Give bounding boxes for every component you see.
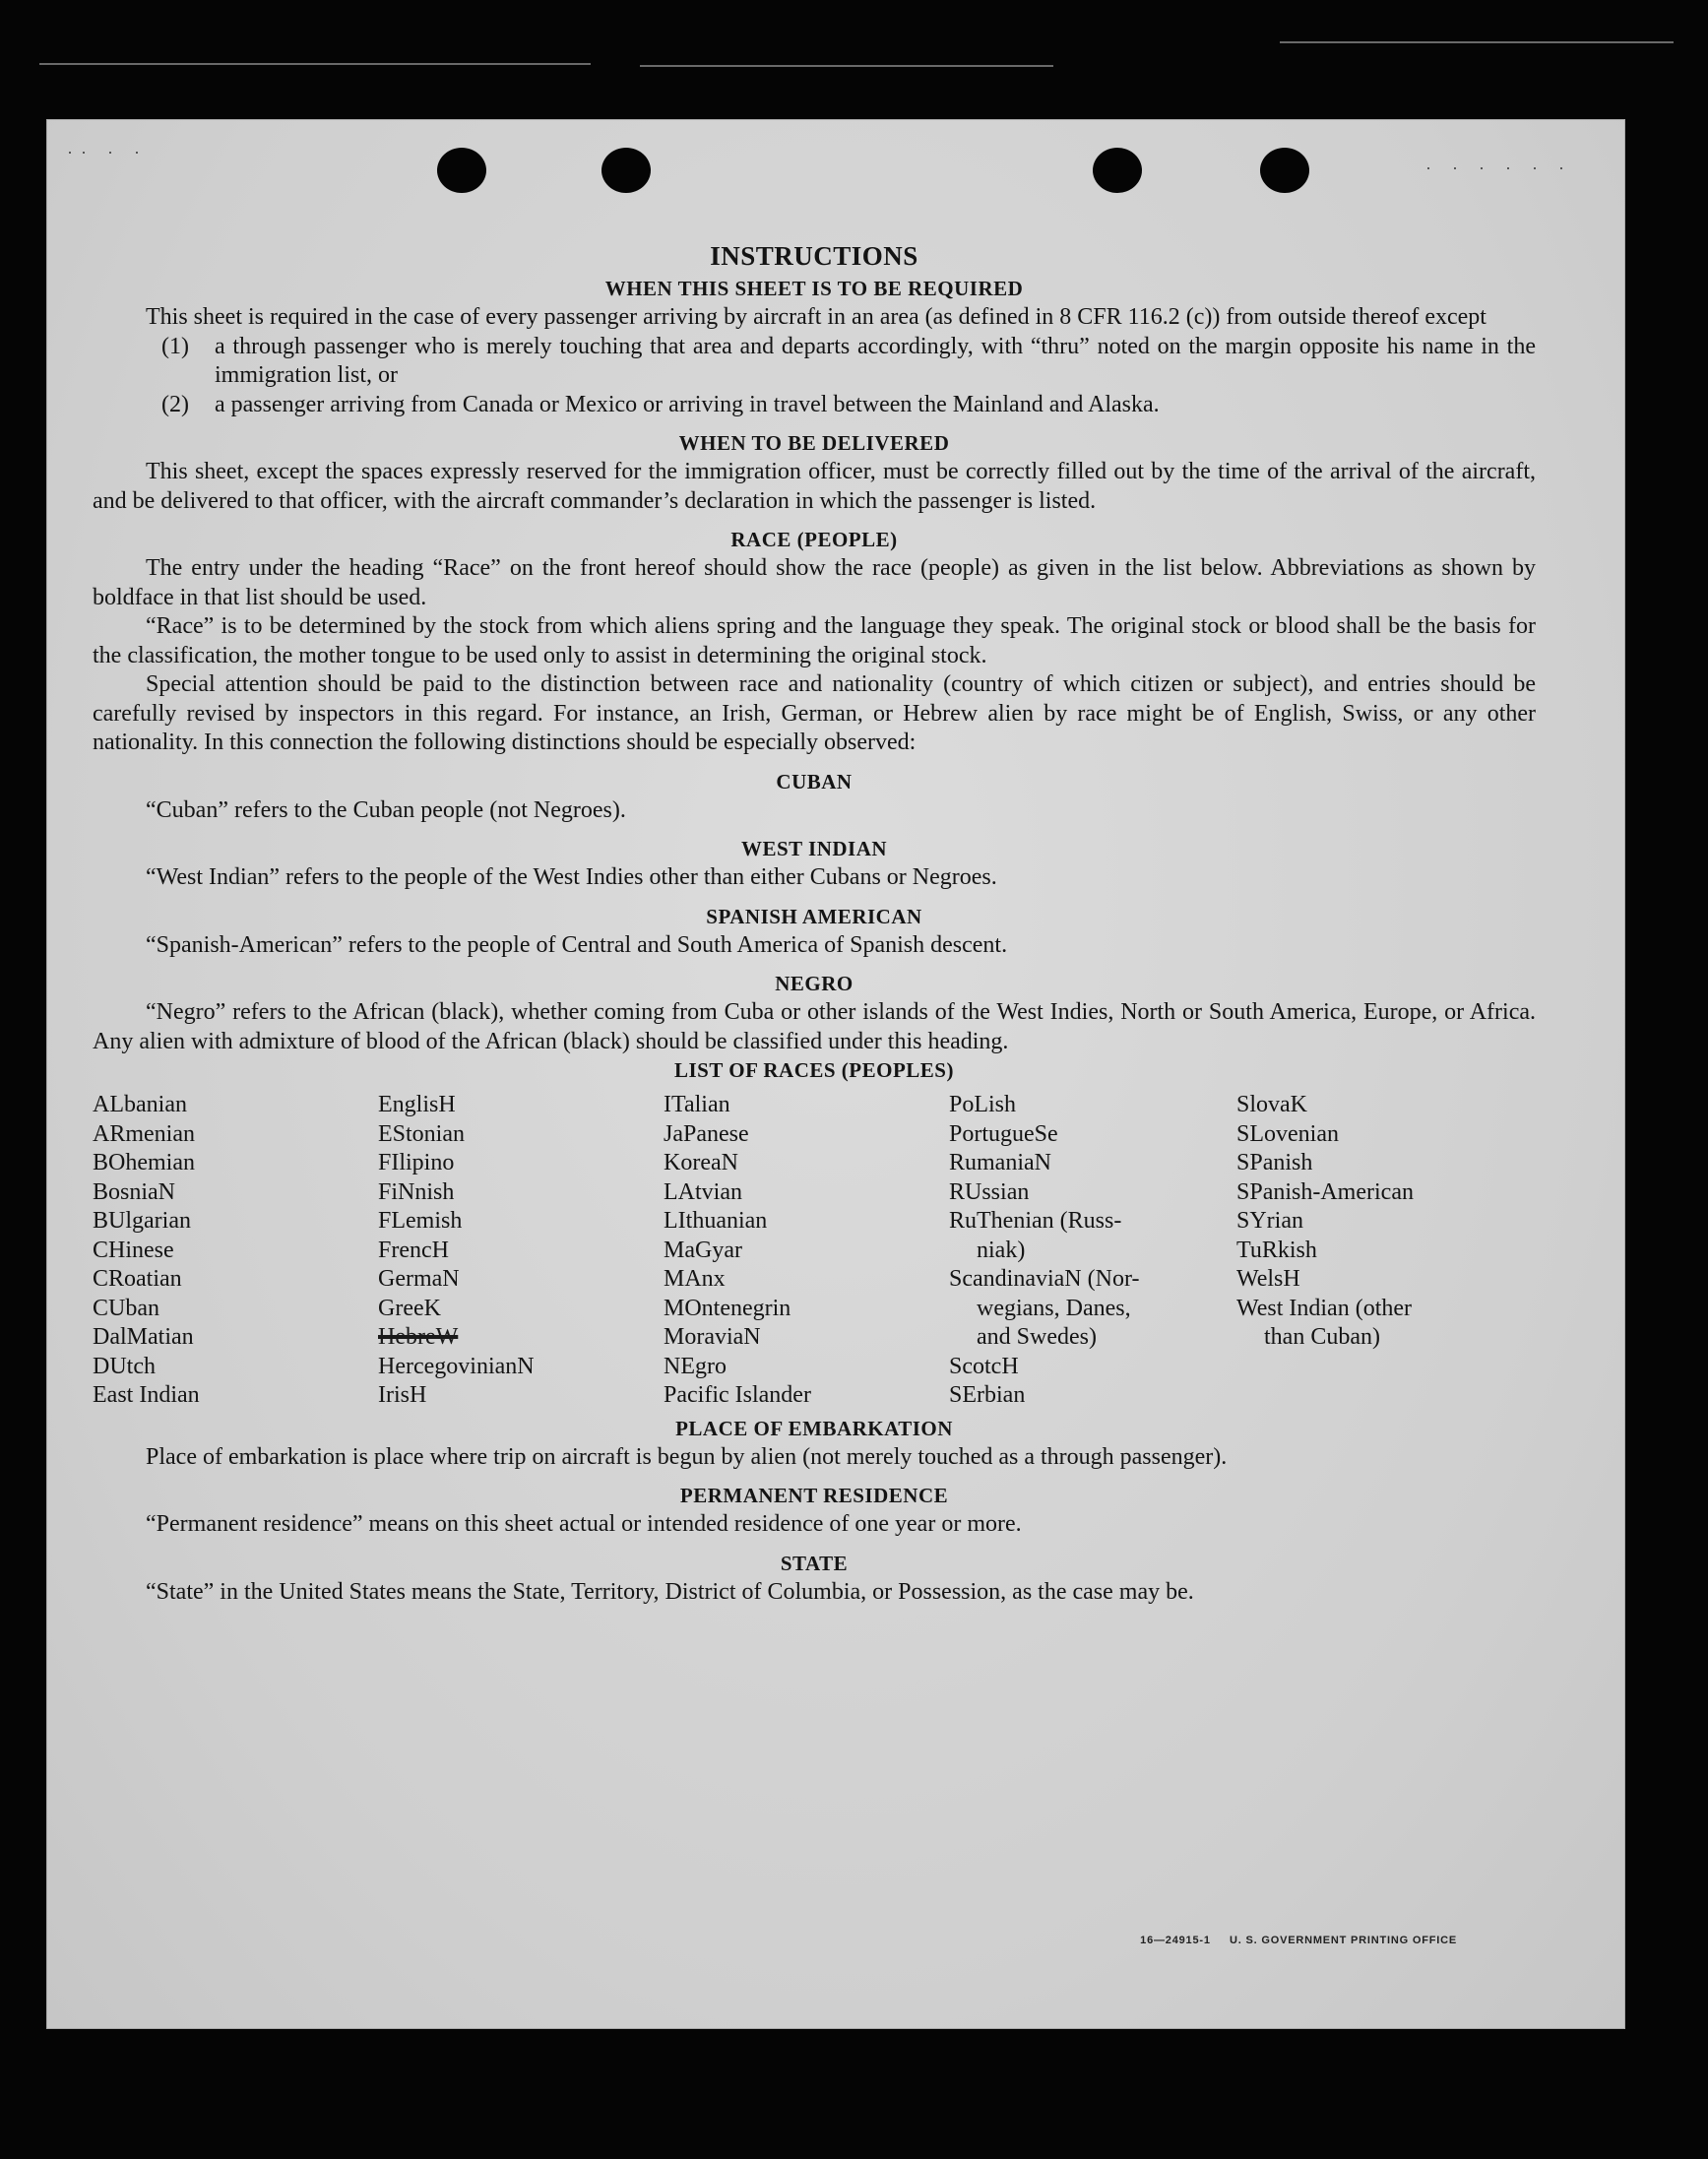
- race-entry: PoLish: [949, 1092, 1017, 1117]
- race-entry: ScotcH: [949, 1353, 1019, 1379]
- race-entry-continuation: wegians, Danes,: [977, 1295, 1131, 1321]
- race-paragraph-2: “Race” is to be determined by the stock from which aliens spring and the language they speak. The original stock or blood shall be the basis for the classification, the mother tongue to be used only to assist in determining the original stock.: [93, 613, 1536, 668]
- race-entry: MOntenegrin: [664, 1295, 791, 1321]
- race-entry: RUssian: [949, 1178, 1030, 1205]
- heading-races-list: LIST OF RACES (PEOPLES): [674, 1058, 954, 1082]
- punch-hole: [1093, 148, 1142, 193]
- race-entry: LAtvian: [664, 1178, 742, 1205]
- race-entry: West Indian (other: [1236, 1295, 1413, 1321]
- race-entry: RuThenian (Russ-: [949, 1208, 1122, 1234]
- printer-name: U. S. GOVERNMENT PRINTING OFFICE: [1230, 1935, 1457, 1946]
- race-entry: CRoatian: [93, 1266, 182, 1292]
- heading-west-indian: WEST INDIAN: [740, 837, 888, 860]
- race-entry: PortugueSe: [949, 1120, 1058, 1147]
- heading-state: STATE: [780, 1551, 849, 1575]
- race-entry-blotted: HebreW: [378, 1324, 459, 1350]
- races-column-3: [664, 1091, 949, 1411]
- races-column-5: [1236, 1091, 1542, 1411]
- race-entry: MaGyar: [664, 1237, 742, 1263]
- scan-edge-line: [1280, 41, 1674, 43]
- race-entry: SPanish: [1236, 1150, 1313, 1175]
- race-entry: ITalian: [664, 1092, 730, 1117]
- state-text: “State” in the United States means the State, Territory, District of Columbia, or Possession, as the case may be.: [146, 1578, 1194, 1605]
- race-entry: NEgro: [664, 1353, 727, 1379]
- heading-residence: PERMANENT RESIDENCE: [679, 1484, 949, 1507]
- punch-hole: [437, 148, 486, 193]
- instructions-content: [93, 240, 1536, 1607]
- form-footer: [1140, 1935, 1457, 1946]
- races-column-1: [93, 1091, 378, 1411]
- item-number: (2): [161, 391, 189, 417]
- race-entry: GreeK: [378, 1295, 441, 1321]
- races-column-4: [949, 1091, 1236, 1411]
- document-page: [47, 120, 1624, 2028]
- required-item-2: [93, 391, 1536, 420]
- spanish-american-text: “Spanish-American” refers to the people of Central and South America of Spanish descent.: [146, 931, 1008, 958]
- race-entry: SlovaK: [1236, 1092, 1307, 1117]
- race-entry: WelsH: [1236, 1266, 1300, 1292]
- race-paragraph-1: The entry under the heading “Race” on the front hereof should show the race (people) as given in the list below. Abbreviations as shown by boldface in that list should be used.: [93, 555, 1536, 610]
- heading-race: RACE (PEOPLE): [730, 528, 898, 551]
- race-entry: EStonian: [378, 1120, 465, 1147]
- item-text: a passenger arriving from Canada or Mexico or arriving in travel between the Mainland and Alaska.: [215, 391, 1160, 417]
- race-entry: ARmenian: [93, 1120, 195, 1147]
- race-entry: ScandinaviaN (Nor-: [949, 1266, 1140, 1292]
- heading-required: WHEN THIS SHEET IS TO BE REQUIRED: [604, 277, 1024, 300]
- race-entry: HercegovinianN: [378, 1353, 535, 1379]
- race-entry-continuation: niak): [977, 1237, 1026, 1263]
- race-entry: LIthuanian: [664, 1208, 768, 1234]
- heading-delivered: WHEN TO BE DELIVERED: [678, 431, 950, 455]
- race-entry: DUtch: [93, 1353, 156, 1379]
- race-entry: ALbanian: [93, 1092, 187, 1117]
- scan-specks: ·· · ·: [67, 142, 148, 161]
- punch-hole: [1260, 148, 1309, 193]
- race-entry: KoreaN: [664, 1150, 738, 1175]
- form-code: 16—24915-1: [1140, 1935, 1211, 1946]
- heading-embarkation: PLACE OF EMBARKATION: [675, 1416, 953, 1440]
- heading-spanish-american: SPANISH AMERICAN: [706, 904, 922, 928]
- race-paragraph-3: Special attention should be paid to the distinction between race and nationality (country of which citizen or subject), and entries should be carefully revised by inspectors in this regard. For instance, an Irish, German, or Hebrew alien by race might be of English, Swiss, or any other nationality. In this connection the following distinctions should be especially observed:: [93, 671, 1536, 755]
- heading-cuban: CUBAN: [776, 769, 853, 794]
- races-list: [93, 1091, 1536, 1411]
- race-entry: FiNnish: [378, 1178, 455, 1205]
- race-entry: RumaniaN: [949, 1150, 1051, 1175]
- negro-text: “Negro” refers to the African (black), whether coming from Cuba or other islands of the West Indies, North or South America, Europe, or Africa. Any alien with admixture of blood of the African (black) should be classified under this heading.: [93, 999, 1536, 1054]
- race-entry: FIlipino: [378, 1150, 455, 1175]
- race-entry: SPanish-American: [1236, 1178, 1414, 1205]
- race-entry: BOhemian: [93, 1150, 195, 1175]
- heading-negro: NEGRO: [775, 972, 854, 995]
- required-intro-text: This sheet is required in the case of every passenger arriving by aircraft in an area (as defined in 8 CFR 116.2 (c)) from outside thereof except: [146, 304, 1487, 330]
- race-entry: BUlgarian: [93, 1208, 191, 1234]
- item-number: (1): [161, 333, 189, 359]
- page-title: INSTRUCTIONS: [710, 241, 918, 271]
- race-entry-continuation: than Cuban): [1264, 1324, 1380, 1350]
- race-entry: IrisH: [378, 1382, 427, 1408]
- race-entry: SYrian: [1236, 1208, 1303, 1234]
- race-entry: MoraviaN: [664, 1324, 761, 1350]
- races-column-2: [378, 1091, 664, 1411]
- embarkation-text: Place of embarkation is place where trip on aircraft is begun by alien (not merely touched as a through passenger).: [146, 1443, 1228, 1470]
- race-entry: FLemish: [378, 1208, 463, 1234]
- scan-edge-line: [640, 65, 1053, 67]
- race-entry: GermaN: [378, 1266, 460, 1292]
- race-entry: CUban: [93, 1295, 159, 1321]
- race-entry: EnglisH: [378, 1092, 456, 1117]
- item-text: a through passenger who is merely touching that area and departs accordingly, with “thru” noted on the margin opposite his name in the immigration list, or: [215, 333, 1536, 388]
- race-entry: East Indian: [93, 1382, 200, 1408]
- required-item-1: [93, 333, 1536, 391]
- punch-hole: [601, 148, 651, 193]
- residence-text: “Permanent residence” means on this sheet actual or intended residence of one year or more.: [146, 1511, 1022, 1537]
- race-entry: FrencH: [378, 1237, 449, 1263]
- race-entry: BosniaN: [93, 1178, 175, 1205]
- race-entry-continuation: and Swedes): [977, 1324, 1097, 1350]
- race-entry: MAnx: [664, 1266, 726, 1292]
- race-entry: SLovenian: [1236, 1120, 1339, 1147]
- scan-specks: · · · · · ·: [1425, 158, 1572, 177]
- race-entry: SErbian: [949, 1382, 1026, 1408]
- race-entry: CHinese: [93, 1237, 174, 1263]
- race-entry: Pacific Islander: [664, 1382, 811, 1408]
- scan-edge-line: [39, 63, 591, 65]
- required-intro: [93, 303, 1536, 333]
- delivered-text: This sheet, except the spaces expressly reserved for the immigration officer, must be correctly filled out by the time of the arrival of the aircraft, and be delivered to that officer, with the aircraft commander’s declaration in which the passenger is listed.: [93, 459, 1536, 514]
- race-entry: JaPanese: [664, 1120, 749, 1147]
- race-entry: TuRkish: [1236, 1237, 1317, 1263]
- race-entry: DalMatian: [93, 1324, 194, 1350]
- cuban-text: “Cuban” refers to the Cuban people (not Negroes).: [146, 796, 626, 823]
- west-indian-text: “West Indian” refers to the people of the West Indies other than either Cubans or Negroes.: [146, 864, 997, 890]
